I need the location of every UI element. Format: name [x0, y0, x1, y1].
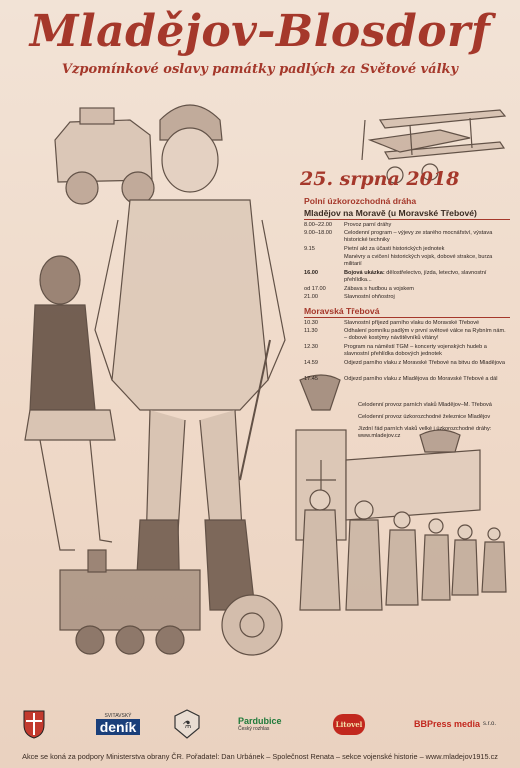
- schedule-text: Slavnostní příjezd parního vlaku do Moravské Třebové: [344, 320, 480, 326]
- emblem-icon: [172, 704, 202, 744]
- armored-car-icon: [55, 108, 154, 204]
- schedule-time: 11.30: [304, 328, 318, 334]
- logo-text: Litovel: [333, 714, 366, 735]
- schedule-detail: dělostřelectvo, jízda, letectvo, slavnostní přehlídka...: [344, 270, 487, 283]
- schedule-text: Odhalení pomníku padlým v první světové válce na Rybním nám. – dobové kostýmy návštěvníků vítány!: [344, 328, 506, 341]
- schedule-time: 21.00: [304, 294, 318, 300]
- bbpress-logo: [400, 704, 510, 744]
- schedule-time: 9.15: [304, 246, 315, 252]
- pardubice-logo: [238, 704, 298, 744]
- schedule-time: 10.30: [304, 320, 318, 326]
- schedule-text: Zábava s hudbou a vojskem: [344, 286, 414, 292]
- schedule-time: 9.00–18.00: [304, 230, 332, 236]
- svg-text:⚗: ⚗: [182, 720, 192, 731]
- schedule-text: Provoz parní dráhy: [344, 222, 392, 228]
- schedule-time: 16.00: [304, 270, 318, 276]
- schedule-text: Odjezd parního vlaku z Moravské Třebové na bitvu do Mladějova: [344, 360, 505, 366]
- footer-text: Akce se koná za podpory Ministerstva obrany ČR. Pořadatel: Dan Urbánek – Společnost Renata – sekce vojenské historie – www.mladejov1915.cz: [22, 752, 498, 761]
- divider: [304, 317, 510, 318]
- schedule-time: 17.45: [304, 376, 318, 382]
- sponsor-logos: [0, 704, 520, 746]
- logo-text: BBPress media: [413, 719, 481, 729]
- info-note: Jízdní řád parních vlaků velké i úzkorozchodné dráhy: www.mladejov.cz: [358, 426, 492, 439]
- schedule-time: od 17.00: [304, 286, 326, 292]
- info-note: Celodenní provoz úzkorozchodné železnice Mladějov: [358, 414, 491, 420]
- event-date: 25. srpna 2018: [300, 168, 460, 190]
- schedule-text: [344, 270, 510, 284]
- logo-text: deník: [96, 719, 141, 735]
- schedule-text: Pietní akt za účasti historických jednotek: [344, 246, 445, 252]
- schedule-time: 14.59: [304, 360, 318, 366]
- logo-text: Pardubice: [238, 716, 282, 726]
- poster-title: Mladějov-Blosdorf: [29, 6, 491, 57]
- logo-text: Český rozhlas: [238, 726, 270, 732]
- schedule-text: Program na náměstí TGM – koncerty vojenských hudeb a slavnostní přehlídka dobových jednotek: [344, 344, 487, 357]
- divider: [304, 219, 510, 220]
- schedule-text: Celodenní program – výjevy ze starého mocnářství, výstava historické techniky: [344, 230, 493, 243]
- litovel-logo: [330, 704, 368, 744]
- schedule-text: Odjezd parního vlaku z Mladějova do Moravské Třebové a dál: [344, 376, 498, 382]
- section1-title: Polní úzkorozchodná dráha: [304, 196, 417, 206]
- coat-of-arms-icon: [20, 704, 48, 744]
- schedule-time: 12.30: [304, 344, 318, 350]
- logo-text: s.r.o.: [483, 721, 497, 727]
- logo-text: SVITAVSKÝ: [104, 713, 132, 719]
- schedule-label: Bojová ukázka:: [344, 270, 385, 276]
- info-note: Celodenní provoz parních vlaků Mladějov–M. Třebová: [358, 402, 492, 408]
- schedule-text: Manévry a cvičení historických vojsk, dobové strakce, burza militarií: [344, 254, 493, 267]
- schedule-text: Slavnostní ohňostroj: [344, 294, 395, 300]
- svitavsky-denik-logo: [92, 704, 144, 744]
- section1-subtitle: Mladějov na Moravě (u Moravské Třebové): [304, 208, 477, 218]
- section2-title: Moravská Třebová: [304, 306, 380, 316]
- schedule-time: 8.00–22.00: [304, 222, 332, 228]
- poster-subtitle: Vzpomínkové oslavy památky padlých za Světové války: [61, 62, 459, 77]
